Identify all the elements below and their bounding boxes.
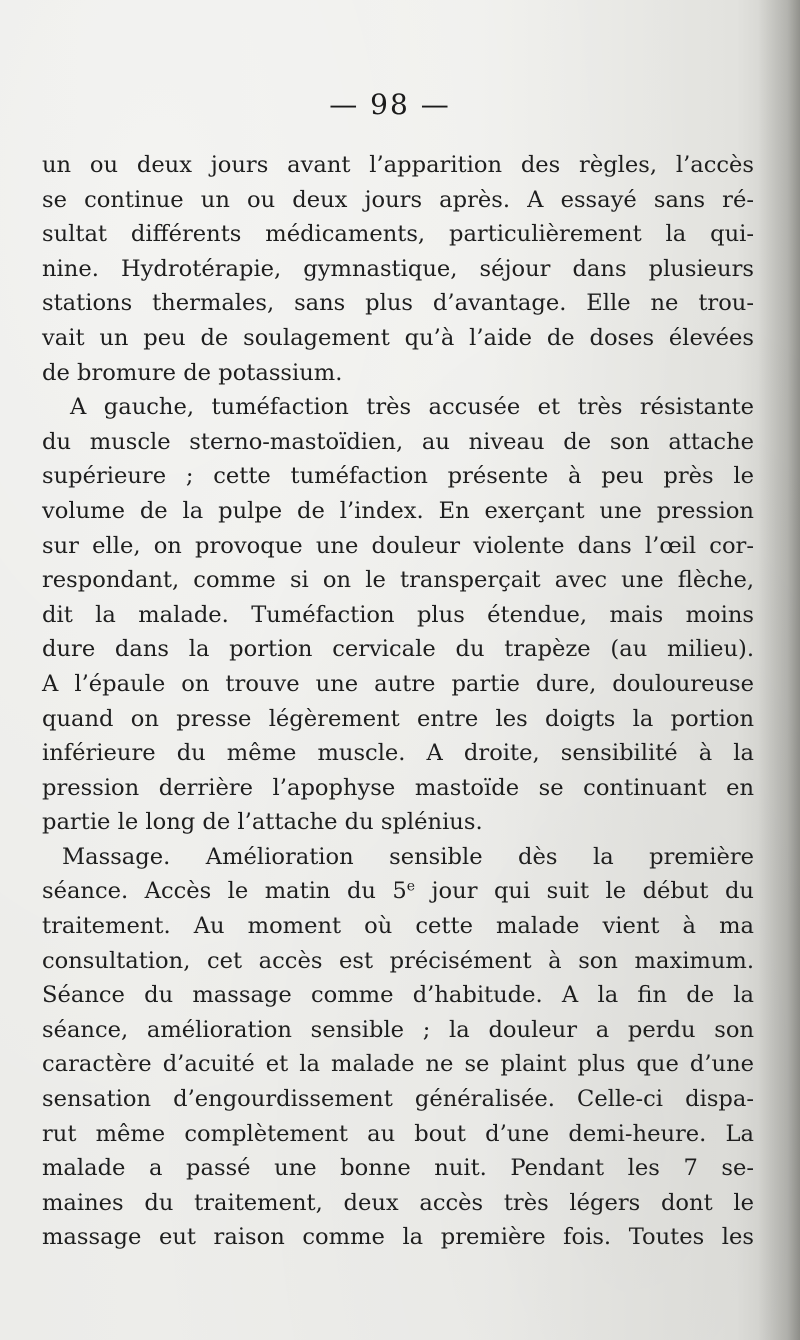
text-fragment: séance. Accès le matin du 5 <box>42 878 407 905</box>
text-line: dit la malade. Tuméfaction plus étendue, mais moins <box>42 601 754 628</box>
text-line: A l’épaule on trouve une autre partie dure, douloureuse <box>42 670 754 697</box>
text-line: quand on presse légèrement entre les doigts la portion <box>42 705 754 732</box>
text-line: caractère d’acuité et la malade ne se plaint plus que d’une <box>42 1051 754 1078</box>
text-line: du muscle sterno-mastoïdien, au niveau de son attache <box>42 428 754 455</box>
text-line: vait un peu de soulagement qu’à l’aide de doses élevées <box>42 324 754 351</box>
text-line: malade a passé une bonne nuit. Pendant les 7 se- <box>42 1155 754 1182</box>
text-line: un ou deux jours avant l’apparition des règles, l’accès <box>42 152 754 178</box>
text-line: sur elle, on provoque une douleur violente dans l’œil cor- <box>42 532 754 559</box>
text-line: volume de la pulpe de l’index. En exerçant une pression <box>42 497 754 524</box>
body-text <box>42 148 754 1255</box>
page-edge-shadow <box>758 0 800 1340</box>
text-line: consultation, cet accès est précisément à son maximum. <box>42 947 754 974</box>
text-line: Séance du massage comme d’habitude. A la fin de la <box>42 982 754 1009</box>
text-line: pression derrière l’apophyse mastoïde se continuant en <box>42 774 754 801</box>
page-number: — 98 — <box>329 88 451 121</box>
text-fragment: jour qui suit le début du <box>415 878 754 905</box>
text-line: inférieure du même muscle. A droite, sensibilité à la <box>42 740 754 767</box>
text-line: stations thermales, sans plus d’avantage. Elle ne trou- <box>42 290 754 317</box>
text-line: se continue un ou deux jours après. A essayé sans ré- <box>42 186 754 213</box>
text-line: Massage. Amélioration sensible dès la première <box>62 843 754 870</box>
superscript: e <box>406 878 416 895</box>
text-line: A gauche, tuméfaction très accusée et très résistante <box>70 394 754 421</box>
text-line: traitement. Au moment où cette malade vient à ma <box>42 913 754 940</box>
text-line: supérieure ; cette tuméfaction présente à peu près le <box>42 463 754 490</box>
text-line: maines du traitement, deux accès très légers dont le <box>42 1189 754 1216</box>
text-line: sensation d’engourdissement généralisée. Celle-ci dispa- <box>42 1086 754 1113</box>
text-line: respondant, comme si on le transperçait avec une flèche, <box>42 567 754 594</box>
text-line: nine. Hydrotérapie, gymnastique, séjour dans plusieurs <box>42 255 754 282</box>
text-line-with-superscript <box>42 874 754 909</box>
text-line: rut même complètement au bout d’une demi-heure. La <box>42 1120 754 1147</box>
text-line: de bromure de potassium. <box>42 359 343 386</box>
text-line: partie le long de l’attache du splénius. <box>42 809 483 836</box>
text-line: massage eut raison comme la première fois. Toutes les <box>42 1224 754 1251</box>
text-line: dure dans la portion cervicale du trapèze (au milieu). <box>42 636 754 663</box>
text-line: séance, amélioration sensible ; la douleur a perdu son <box>42 1016 754 1043</box>
text-line: sultat différents médicaments, particulièrement la qui- <box>42 221 754 248</box>
